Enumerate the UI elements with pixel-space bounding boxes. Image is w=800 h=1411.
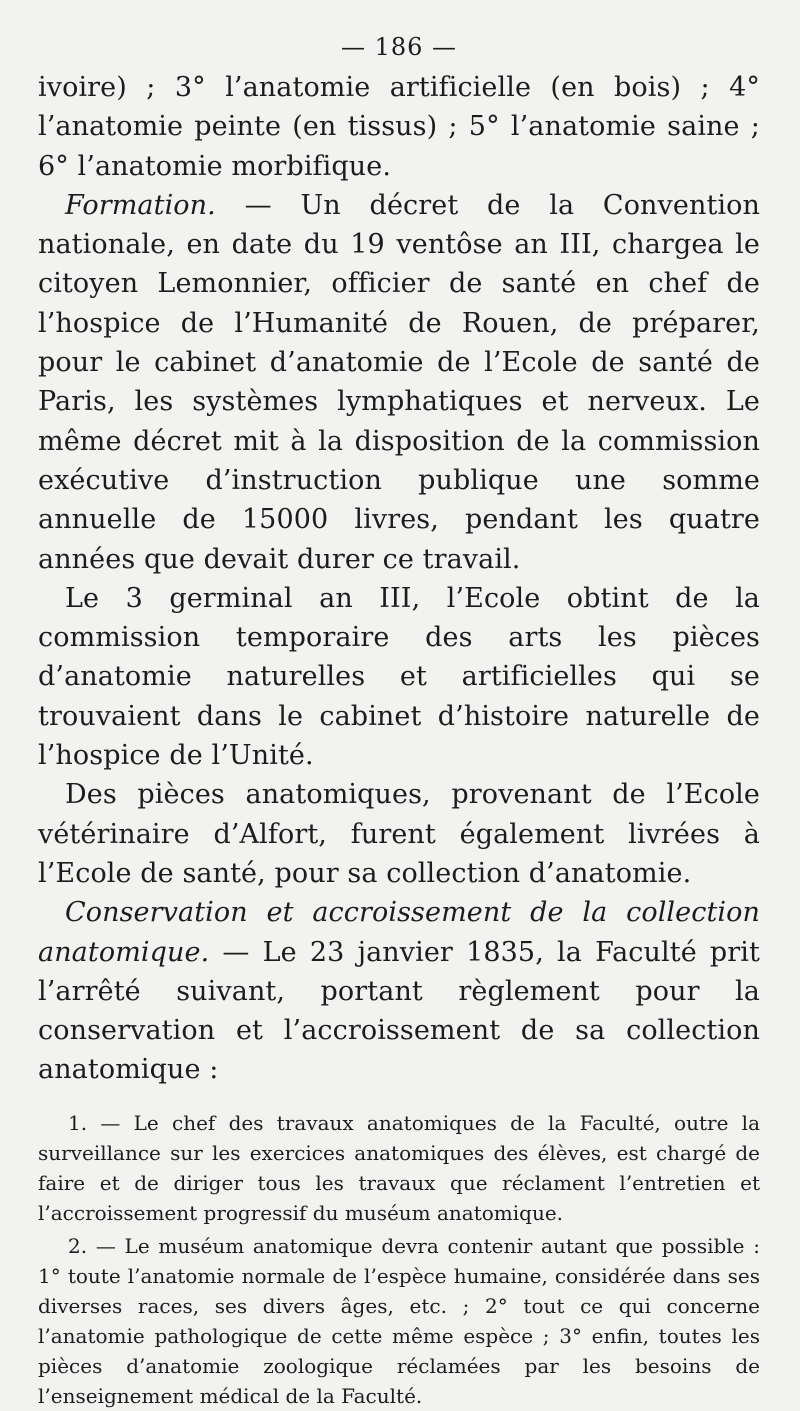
paragraph-text: ivoire) ; 3° l’anatomie artificielle (en bois) ; 4° l’anatomie peinte (en tissus) ; 5° l’anatomie saine ; 6° l’anatomie morbifique. bbox=[38, 72, 760, 182]
paragraph-text: — Le 23 janvier 1835, la Faculté prit l’arrêté suivant, portant règlement pour la conservation et l’accroissement de sa collection anatomique : bbox=[38, 936, 760, 1086]
page-number: — 186 — bbox=[340, 33, 458, 61]
paragraph-text: Le 3 germinal an III, l’Ecole obtint de la commission temporaire des arts les pièces d’anatomie naturelles et artificielles qui se trouvaient dans le cabinet d’histoire naturelle de l’hospice de l’Unité. bbox=[38, 582, 760, 772]
section-heading-conservation: Conservation et accroissement de la collection anatomique. bbox=[38, 897, 760, 968]
section-heading-formation: Formation. bbox=[65, 189, 216, 221]
paragraph-germinal bbox=[38, 579, 760, 775]
body-text bbox=[38, 68, 760, 1090]
paragraph-text: — Un décret de la Convention nationale, en date du 19 ventôse an III, chargea le citoyen Lemonnier, officier de santé en chef de l’hospice de l’Humanité de Rouen, de préparer, pour le cabinet d’anatomie de l’Ecole de santé de Paris, les systèmes lymphatiques et nerveux. Le même décret mit à la disposition de la commission exécutive d’instruction publique une somme annuelle de 15000 livres, pendant les quatre années que devait durer ce travail. bbox=[38, 189, 760, 575]
paragraph-formation bbox=[38, 186, 760, 579]
regulation-articles bbox=[38, 1108, 760, 1411]
article-item: 2. — Le muséum anatomique devra contenir autant que possible : 1° toute l’anatomie normale de l’espèce humaine, considérée dans ses diverses races, ses divers âges, etc. ; 2° tout ce qui concerne l’anatomie pathologique de cette même espèce ; 3° enfin, toutes les pièces d’anatomie zoologique réclamées par les besoins de l’enseignement médical de la Faculté. bbox=[38, 1233, 760, 1408]
article-item: 1. — Le chef des travaux anatomiques de la Faculté, outre la surveillance sur les exercices anatomiques des élèves, est chargé de faire et de diriger tous les travaux que réclament l’entretien et l’accroissement progressif du muséum anatomique. bbox=[38, 1110, 760, 1225]
paragraph-continuation bbox=[38, 68, 760, 186]
paragraph-conservation bbox=[38, 893, 760, 1089]
paragraph-alfort bbox=[38, 775, 760, 893]
paragraph-text: Des pièces anatomiques, provenant de l’Ecole vétérinaire d’Alfort, furent également livrées à l’Ecole de santé, pour sa collection d’anatomie. bbox=[38, 779, 760, 889]
